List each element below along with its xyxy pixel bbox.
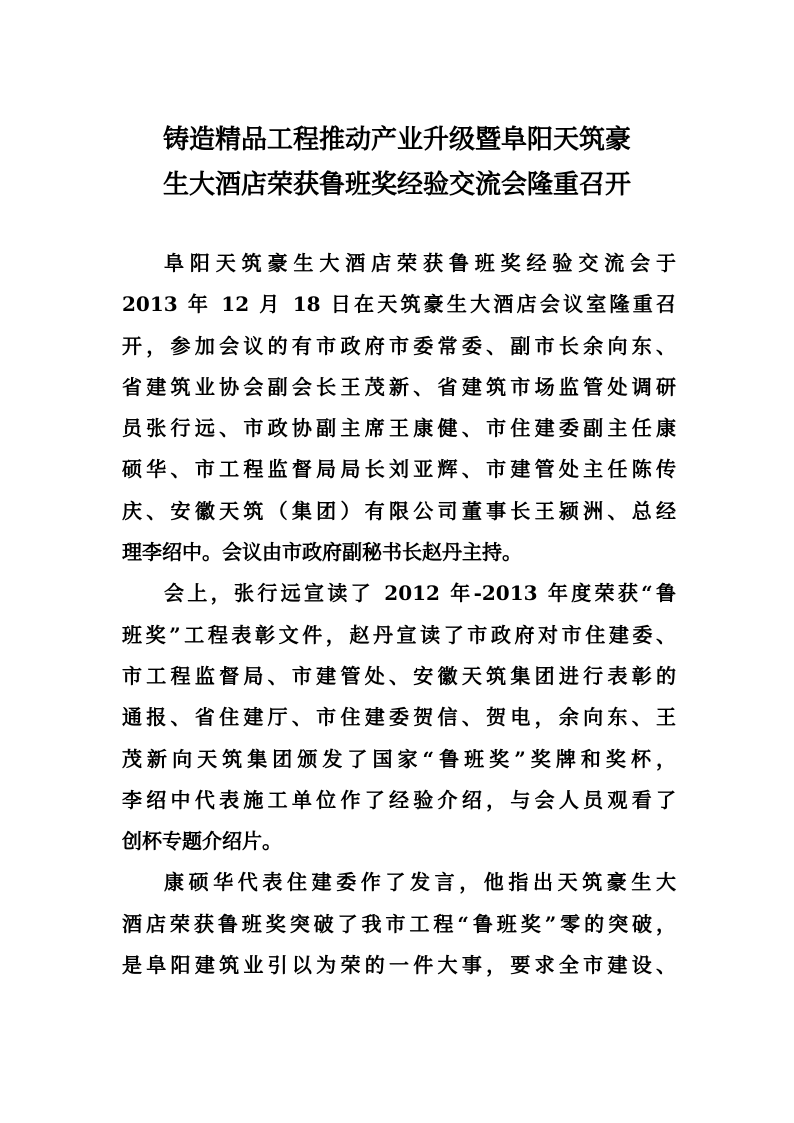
- text-line: 是阜阳建筑业引以为荣的一件大事，要求全市建设、: [122, 953, 676, 978]
- text-line: 通报、省住建厅、市住建委贺信、贺电，余向东、王: [122, 705, 676, 730]
- text-line: 阜阳天筑豪生大酒店荣获鲁班奖经验交流会于: [164, 251, 676, 275]
- text-line: 理李绍中。会议由市政府副秘书长赵丹主持。: [122, 540, 522, 565]
- text-line: 员张行远、市政协副主席王康健、市住建委副主任康: [122, 416, 676, 441]
- text-line: 庆、安徽天筑（集团）有限公司董事长王颍洲、总经: [122, 498, 676, 523]
- text-line: 省建筑业协会副会长王茂新、省建筑市场监管处调研: [122, 374, 676, 399]
- text-line: 班奖”工程表彰文件，赵丹宣读了市政府对市住建委、: [122, 622, 676, 647]
- text-line: 创杯专题介绍片。: [122, 829, 282, 854]
- document-body: [122, 243, 676, 986]
- text-line: 市工程监督局、市建管处、安徽天筑集团进行表彰的: [122, 663, 676, 688]
- text-line: 硕华、市工程监督局局长刘亚辉、市建管处主任陈传: [122, 457, 676, 482]
- title-line-2: 生大酒店荣获鲁班奖经验交流会隆重召开: [162, 170, 631, 200]
- paragraph-3: [122, 862, 676, 986]
- text-line: 茂新向天筑集团颁发了国家“鲁班奖”奖牌和奖杯，: [122, 746, 676, 771]
- paragraph-1: [122, 243, 676, 573]
- text-line: 开，参加会议的有市政府市委常委、副市长余向东、: [122, 333, 676, 358]
- text-line: 2013 年 12 月 18 日在天筑豪生大酒店会议室隆重召: [122, 292, 676, 317]
- text-line: 李绍中代表施工单位作了经验介绍，与会人员观看了: [122, 787, 676, 812]
- text-line: 酒店荣获鲁班奖突破了我市工程“鲁班奖”零的突破，: [122, 911, 676, 936]
- text-line: 会上，张行远宣读了 2012 年-2013 年度荣获“鲁: [164, 581, 676, 606]
- text-line: 康硕华代表住建委作了发言，他指出天筑豪生大: [164, 870, 676, 895]
- paragraph-2: [122, 573, 676, 862]
- document-title: [120, 118, 674, 208]
- title-line-1: 铸造精品工程推动产业升级暨阜阳天筑豪: [162, 125, 631, 155]
